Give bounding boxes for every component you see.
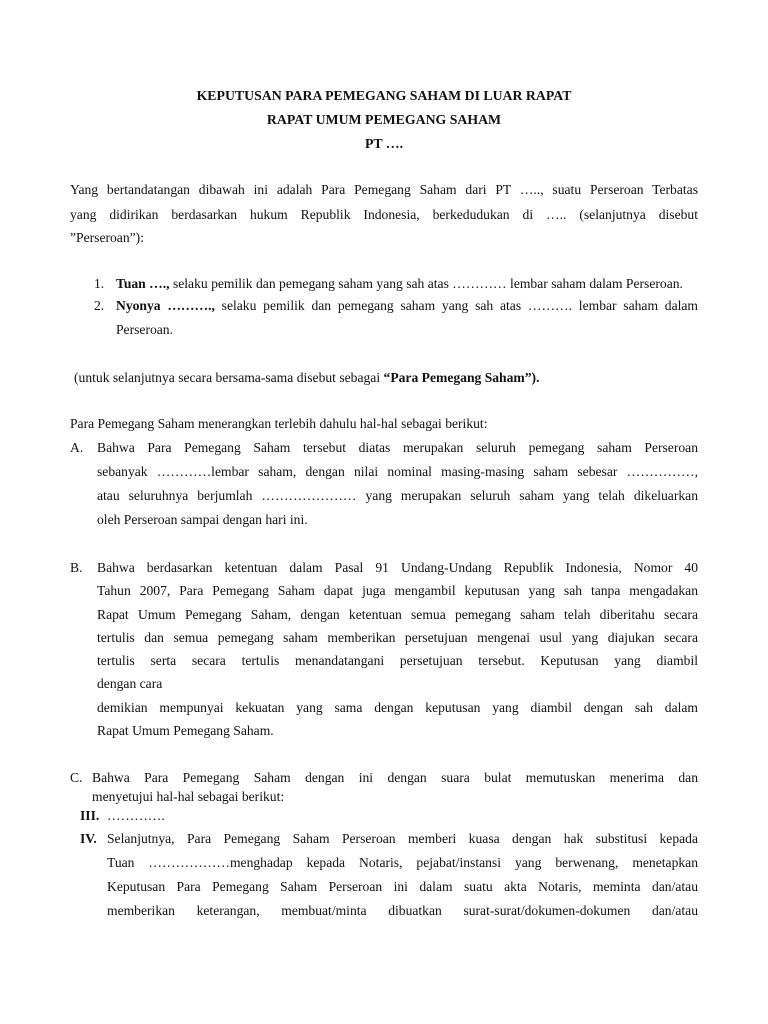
company-name: PT …. bbox=[364, 136, 404, 151]
point-c-line-1: Bahwa Para Pemegang Saham dengan ini dengan suara bulat memutuskan menerima dan bbox=[92, 770, 698, 785]
point-a-line-1: Bahwa Para Pemegang Saham tersebut diatas merupakan seluruh pemegang saham Perseroan bbox=[97, 440, 698, 455]
shareholder-2-text: selaku pemilik dan pemegang saham yang sah atas ………. lembar saham dalam bbox=[221, 298, 698, 313]
point-b-line-1: Bahwa berdasarkan ketentuan dalam Pasal 91 Undang-Undang Republik Indonesia, Nomor 40 bbox=[97, 560, 698, 575]
shareholder-2-number: 2. bbox=[94, 298, 105, 313]
shareholder-1-text: selaku pemilik dan pemegang saham yang sah atas ………… lembar saham dalam Perseroan. bbox=[172, 276, 683, 291]
collective-prefix: (untuk selanjutnya secara bersama-sama disebut sebagai bbox=[74, 370, 384, 385]
point-b-line-6: dengan cara bbox=[97, 676, 163, 691]
item-iii-text: …………. bbox=[107, 808, 165, 823]
shareholder-2 bbox=[116, 296, 698, 316]
shareholder-1-name: Tuan …., bbox=[116, 276, 170, 291]
item-iii-label: III. bbox=[80, 808, 100, 823]
shareholder-1 bbox=[116, 274, 683, 294]
collective-definition bbox=[74, 368, 539, 388]
point-b-line-7: demikian mempunyai kekuatan yang sama dengan keputusan yang diambil dengan sah dalam bbox=[97, 700, 698, 715]
shareholder-1-number: 1. bbox=[94, 276, 105, 291]
document-subtitle: RAPAT UMUM PEMEGANG SAHAM bbox=[266, 112, 502, 127]
collective-term: “Para Pemegang Saham”). bbox=[383, 370, 540, 385]
point-c-line-2: menyetujui hal-hal sebagai berikut: bbox=[92, 789, 285, 804]
point-b-line-5: tertulis serta secara tertulis menandatangani persetujuan tersebut. Keputusan yang diambil bbox=[97, 653, 698, 668]
point-a-line-3: atau seluruhnya berjumlah ………………… yang merupakan seluruh saham yang telah dikeluarkan bbox=[97, 488, 698, 503]
point-b-line-4: tertulis dan semua pemegang saham memberikan persetujuan mengenai usul yang diajukan secara bbox=[97, 630, 698, 645]
item-iv-line-1: Selanjutnya, Para Pemegang Saham Perseroan memberi kuasa dengan hak substitusi kepada bbox=[107, 831, 698, 846]
point-a-line-4: oleh Perseroan sampai dengan hari ini. bbox=[97, 512, 308, 527]
shareholder-2-name: Nyonya ………., bbox=[116, 298, 215, 313]
item-iv-label: IV. bbox=[80, 831, 97, 846]
document-title: KEPUTUSAN PARA PEMEGANG SAHAM DI LUAR RAPAT bbox=[196, 88, 572, 103]
point-b-label: B. bbox=[70, 560, 83, 575]
point-b-line-8: Rapat Umum Pemegang Saham. bbox=[97, 723, 274, 738]
point-b-line-3: Rapat Umum Pemegang Saham, dengan ketentuan semua pemegang saham telah diberitahu secara bbox=[97, 607, 698, 622]
point-b-line-2: Tahun 2007, Para Pemegang Saham dapat juga mengambil keputusan yang sah tanpa mengadakan bbox=[97, 583, 698, 598]
point-a-label: A. bbox=[70, 440, 84, 455]
point-c-label: C. bbox=[70, 770, 83, 785]
item-iv-line-3: Keputusan Para Pemegang Saham Perseroan ini dalam suatu akta Notaris, meminta dan/atau bbox=[107, 879, 698, 894]
intro-line-1: Yang bertandatangan dibawah ini adalah Para Pemegang Saham dari PT ….., suatu Perseroan Terbatas bbox=[70, 182, 698, 197]
point-a-line-2: sebanyak …………lembar saham, dengan nilai nominal masing-masing saham sebesar ……………, bbox=[97, 464, 698, 479]
intro-line-3: ”Perseroan”): bbox=[70, 230, 144, 245]
item-iv-line-4: memberikan keterangan, membuat/minta dibuatkan surat-surat/dokumen-dokumen dan/atau bbox=[107, 903, 698, 918]
intro-line-2: yang didirikan berdasarkan hukum Republik Indonesia, berkedudukan di ….. (selanjutnya disebut bbox=[70, 207, 698, 222]
item-iv-line-2: Tuan ………………menghadap kepada Notaris, pejabat/instansi yang berwenang, menetapkan bbox=[107, 855, 698, 870]
shareholder-2-continuation: Perseroan. bbox=[116, 322, 173, 337]
preface-text: Para Pemegang Saham menerangkan terlebih dahulu hal-hal sebagai berikut: bbox=[70, 416, 488, 431]
